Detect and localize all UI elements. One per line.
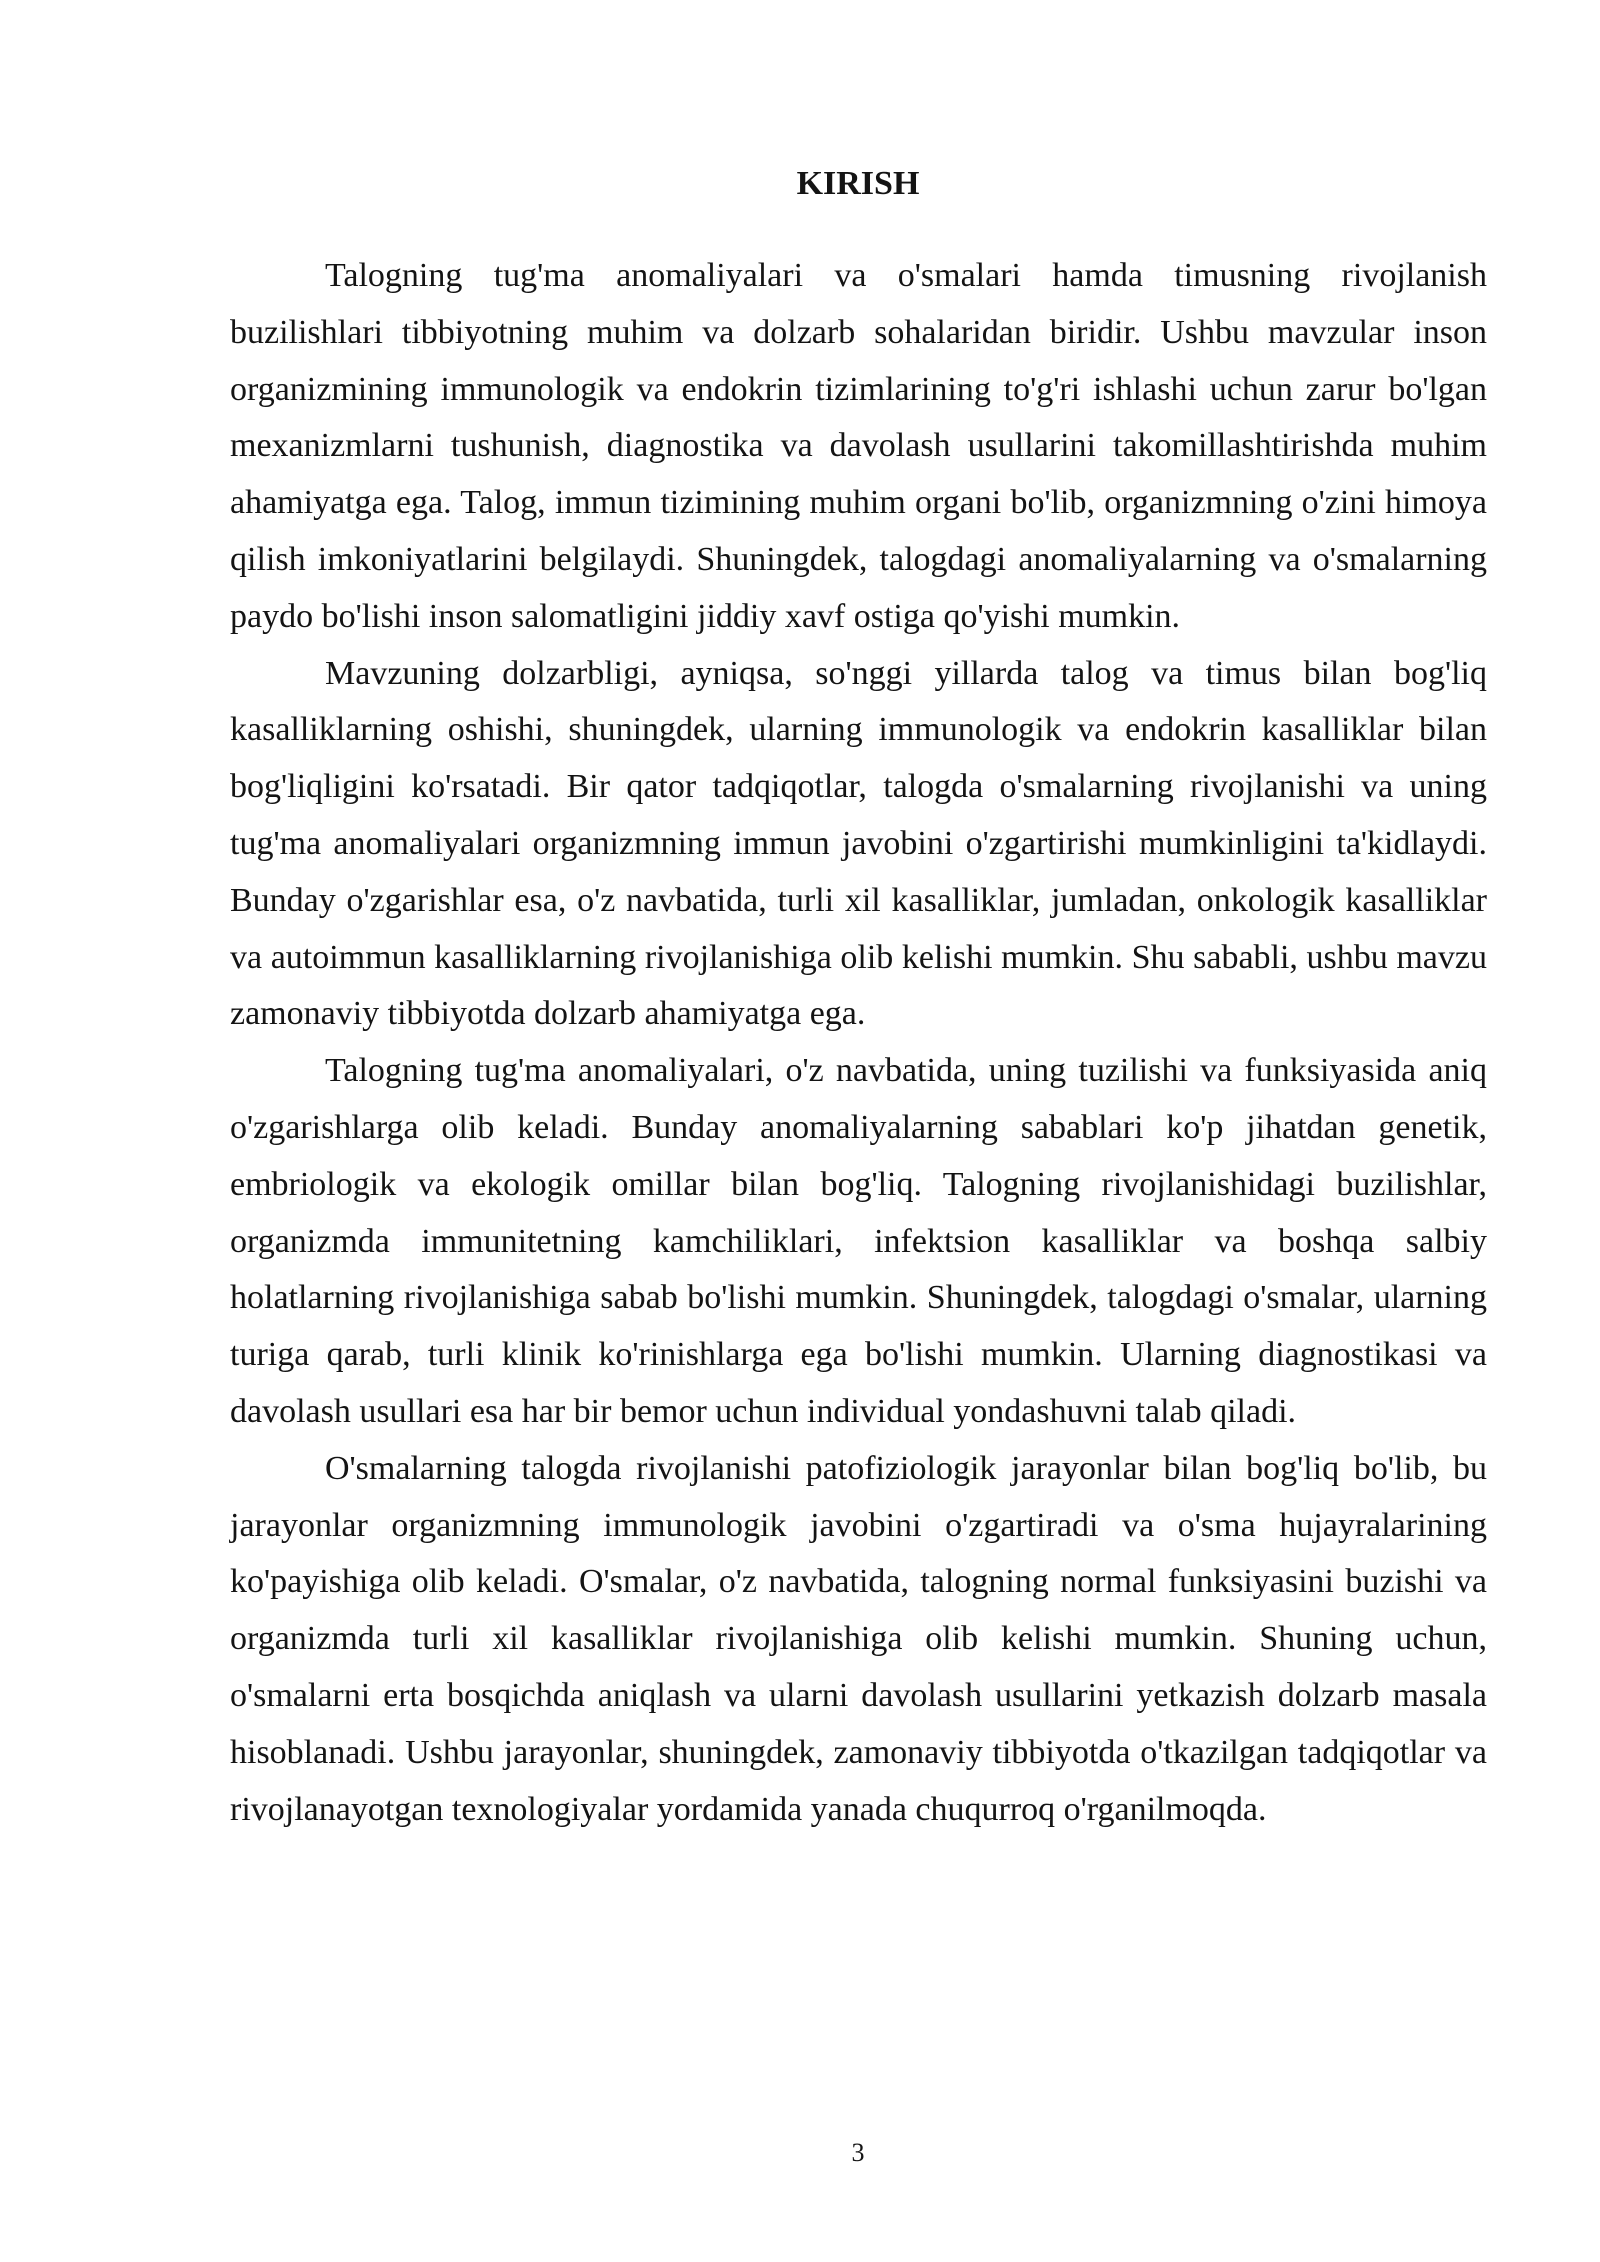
paragraph-4: O'smalarning talogda rivojlanishi patofiziologik jarayonlar bilan bog'liq bo'lib, bu jarayonlar organizmning immunologik javobini o'zgartiradi va o'sma hujayralarining ko'payishiga olib keladi. O'smalar, o'z navbatida, talogning normal funksiyasini buzishi va organizmda turli xil kasalliklar rivojlanishiga olib kelishi mumkin. Shuning uchun, o'smalarni erta bosqichda aniqlash va ularni davolash usullarini yetkazish dolzarb masala hisoblanadi. Ushbu jarayonlar, shuningdek, zamonaviy tibbiyotda o'tkazilgan tadqiqotlar va rivojlanayotgan texnologiyalar yordamida yanada chuqurroq o'rganilmoqda. bbox=[230, 1449, 1487, 1828]
page-title: KIRISH bbox=[796, 165, 920, 202]
paragraph-2: Mavzuning dolzarbligi, ayniqsa, so'nggi yillarda talog va timus bilan bog'liq kasalliklarning oshishi, shuningdek, ularning immunologik va endokrin kasalliklar bilan bog'liqligini ko'rsatadi. Bir qator tadqiqotlar, talogda o'smalarning rivojlanishi va uning tug'ma anomaliyalari organizmning immun javobini o'zgartirishi mumkinligini ta'kidlaydi. Bunday o'zgarishlar esa, o'z navbatida, turli xil kasalliklar, jumladan, onkologik kasalliklar va autoimmun kasalliklarning rivojlanishiga olib kelishi mumkin. Shu sababli, ushbu mavzu zamonaviy tibbiyotda dolzarb ahamiyatga ega. bbox=[230, 654, 1487, 1033]
paragraph-3: Talogning tug'ma anomaliyalari, o'z navbatida, uning tuzilishi va funksiyasida aniq o'zgarishlarga olib keladi. Bunday anomaliyalarning sabablari ko'p jihatdan genetik, embriologik va ekologik omillar bilan bog'liq. Talogning rivojlanishidagi buzilishlar, organizmda immunitetning kamchiliklari, infektsion kasalliklar va boshqa salbiy holatlarning rivojlanishiga sabab bo'lishi mumkin. Shuningdek, talogdagi o'smalar, ularning turiga qarab, turli klinik ko'rinishlarga ega bo'lishi mumkin. Ularning diagnostikasi va davolash usullari esa har bir bemor uchun individual yondashuvni talab qiladi. bbox=[230, 1052, 1487, 1430]
paragraph-1: Talogning tug'ma anomaliyalari va o'smalari hamda timusning rivojlanish buzilishlari tibbiyotning muhim va dolzarb sohalaridan biridir. Ushbu mavzular inson organizmining immunologik va endokrin tizimlarining to'g'ri ishlashi uchun zarur bo'lgan mexanizmlarni tushunish, diagnostika va davolash usullarini takomillashtirishda muhim ahamiyatga ega. Talog, immun tizimining muhim organi bo'lib, organizmning o'zini himoya qilish imkoniyatlarini belgilaydi. Shuningdek, talogdagi anomaliyalarning va o'smalarning paydo bo'lishi inson salomatligini jiddiy xavf ostiga qo'yishi mumkin. bbox=[230, 257, 1487, 635]
page-number: 3 bbox=[851, 2138, 865, 2167]
body-text bbox=[230, 248, 1487, 1838]
